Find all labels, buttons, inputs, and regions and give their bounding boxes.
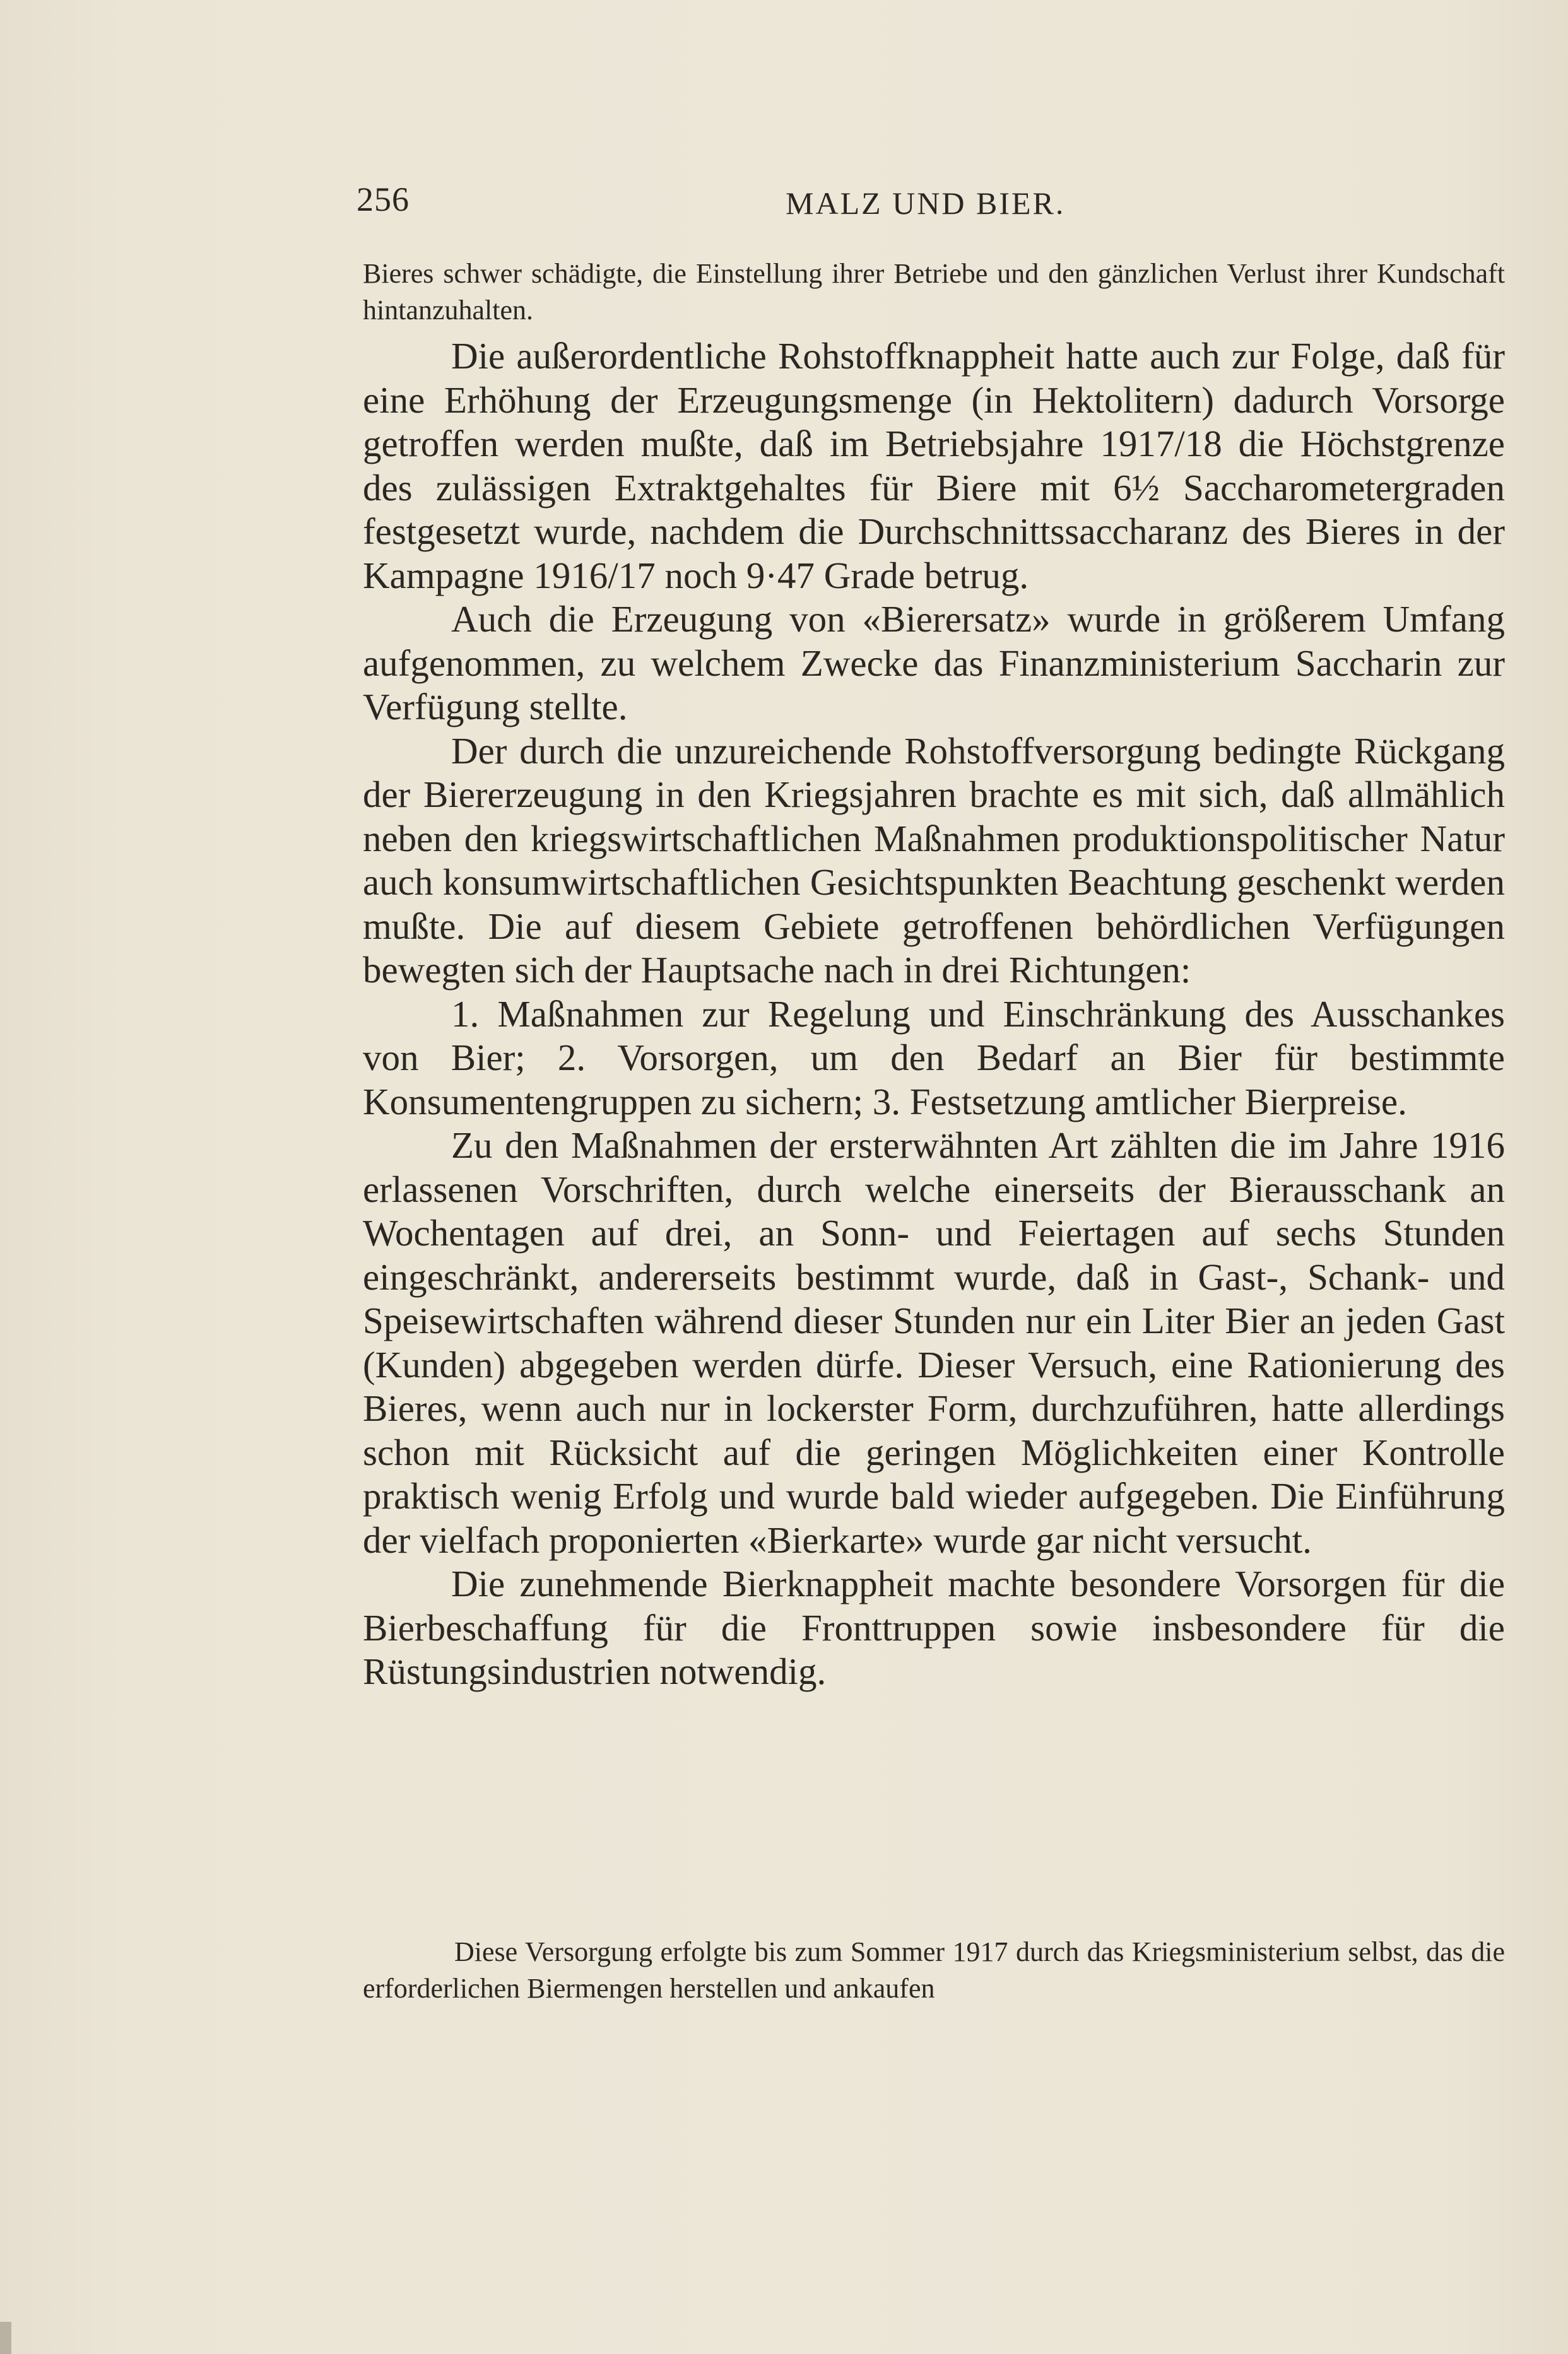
paragraph-front-supply: Die zunehmende Bierknappheit machte besondere Vorsorgen für die Bierbeschaffung für die Fronttruppen sowie insbesondere für die Rüstungsindustrien notwendig. <box>363 1563 1505 1692</box>
page-number: 256 <box>357 180 410 218</box>
intro-note <box>363 256 1505 329</box>
paragraph-consumption-measures: Der durch die unzureichende Rohstoffversorgung bedingte Rückgang der Biererzeugung in den Kriegsjahren brachte es mit sich, daß allmählich neben den kriegswirtschaftlichen Maßnahmen produktionspolitischer Natur auch konsumwirtschaftlichen Gesichtspunkten Beachtung geschenkt werden mußte. Die auf diesem Gebiete getroffenen behördlichen Verfügungen bewegten sich der Hauptsache nach in drei Richtungen: <box>363 729 1505 991</box>
paragraph-beer-substitute: Auch die Erzeugung von «Bierersatz» wurde in größerem Umfang aufgenommen, zu welchem Zwecke das Finanzministerium Saccharin zur Verfügung stellte. <box>363 598 1505 727</box>
closing-note-text: Diese Versorgung erfolgte bis zum Sommer 1917 durch das Kriegsministerium selbst, das die erforderlichen Biermengen herstellen und ankaufen <box>363 1936 1505 2004</box>
paragraph-raw-material-shortage: Die außerordentliche Rohstoffknappheit hatte auch zur Folge, daß für eine Erhöhung der Erzeugungsmenge (in Hektolitern) dadurch Vorsorge getroffen werden mußte, daß im Betriebsjahre 1917/18 die Höchstgrenze des zulässigen Extraktgehaltes für Biere mit 6½ Saccharometergraden festgesetzt wurde, nachdem die Durchschnittssaccharanz des Bieres in der Kampagne 1916/17 noch 9·47 Grade betrug. <box>363 335 1505 596</box>
paragraph-three-directions: 1. Maßnahmen zur Regelung und Einschränkung des Ausschankes von Bier; 2. Vorsorgen, um den Bedarf an Bier für bestimmte Konsumentengruppen zu sichern; 3. Festsetzung amtlicher Bierpreise. <box>363 992 1505 1122</box>
running-head: MALZ UND BIER. <box>786 185 1066 221</box>
page-header <box>357 180 1499 230</box>
paragraph-serving-restrictions: Zu den Maßnahmen der ersterwähnten Art zählten die im Jahre 1916 erlassenen Vorschriften, durch welche einerseits der Bierausschank an Wochentagen auf drei, an Sonn- und Feiertagen auf sechs Stunden eingeschränkt, andererseits bestimmt wurde, daß in Gast-, Schank- und Speisewirtschaften während dieser Stunden nur ein Liter Bier an jeden Gast (Kunden) abgegeben werden dürfe. Dieser Versuch, eine Rationierung des Bieres, wenn auch nur in lockerster Form, durchzuführen, hatte allerdings schon mit Rücksicht auf die geringen Möglichkeiten einer Kontrolle praktisch wenig Erfolg und wurde bald wieder aufgegeben. Die Einführung der vielfach proponierten «Bierkarte» wurde gar nicht versucht. <box>363 1124 1505 1561</box>
closing-note <box>363 1934 1505 2007</box>
intro-note-text: Bieres schwer schädigte, die Einstellung ihrer Betriebe und den gänzlichen Verlust ihrer Kundschaft hintanzuhalten. <box>363 258 1505 326</box>
page-edge-mark <box>0 2322 11 2354</box>
main-text <box>363 334 1505 1694</box>
